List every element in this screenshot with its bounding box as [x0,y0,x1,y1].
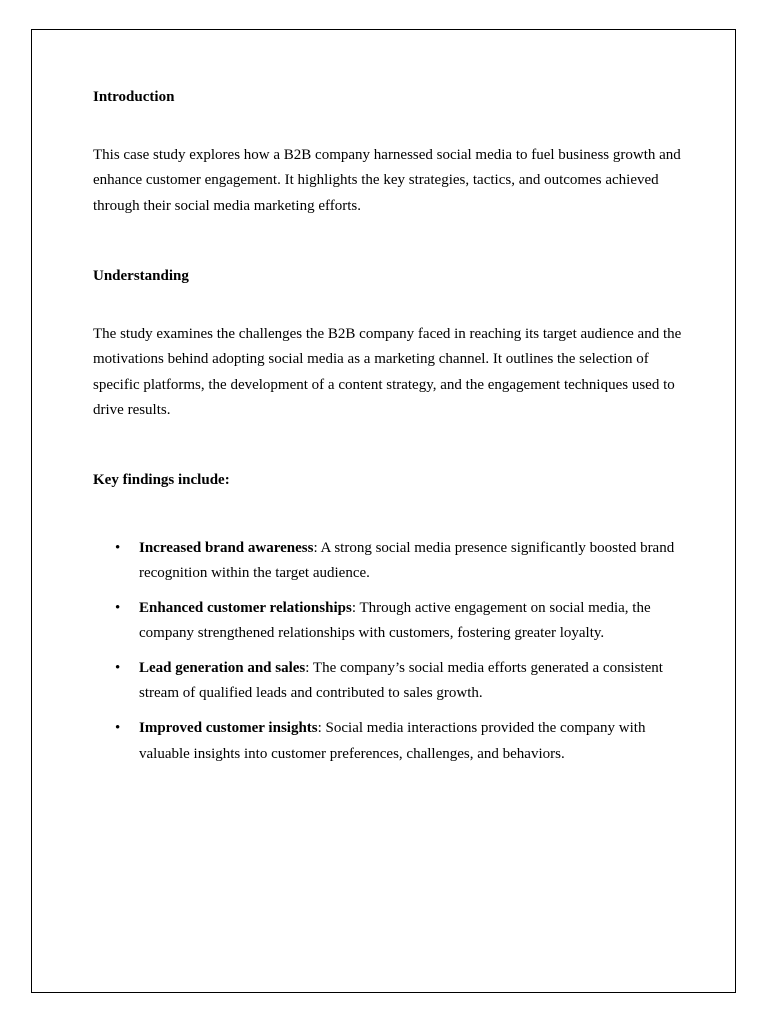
finding-term: Enhanced customer relationships [139,600,352,617]
finding-text: : Through active engagement on social media, the company strengthened relationships with customers, fostering greater loyalty. [139,600,651,642]
list-item [93,536,683,587]
list-item [93,716,683,767]
list-item [93,596,683,647]
findings-list [93,536,683,776]
section-heading-understanding: Understanding [93,268,189,284]
bullet-icon: • [115,540,121,556]
document-page [31,29,736,993]
finding-term: Improved customer insights [139,720,318,737]
bullet-icon: • [115,660,121,677]
section-body-introduction: This case study explores how a B2B company harnessed social media to fuel business growth and enhance customer engagement. It highlights the key strategies, tactics, and outcomes achieved through their social media marketing efforts. [93,147,681,214]
section-body-understanding: The study examines the challenges the B2B company faced in reaching its target audience and the motivations behind adopting social media as a marketing channel. It outlines the selection of specific platforms, the development of a content strategy, and the engagement techniques used to drive results. [93,326,682,418]
section-heading-introduction: Introduction [93,89,175,105]
findings-heading: Key findings include: [93,472,230,488]
finding-text: : Social media interactions provided the company with valuable insights into customer preferences, challenges, and behaviors. [139,720,646,762]
bullet-icon: • [115,720,121,737]
finding-text: : A strong social media presence significantly boosted brand recognition within the target audience. [139,540,675,582]
finding-term: Lead generation and sales [139,660,306,677]
finding-text: : The company’s social media efforts generated a consistent stream of qualified leads and contributed to sales growth. [139,660,663,702]
list-item [93,656,683,707]
finding-term: Increased brand awareness [139,540,314,556]
bullet-icon: • [115,600,121,617]
